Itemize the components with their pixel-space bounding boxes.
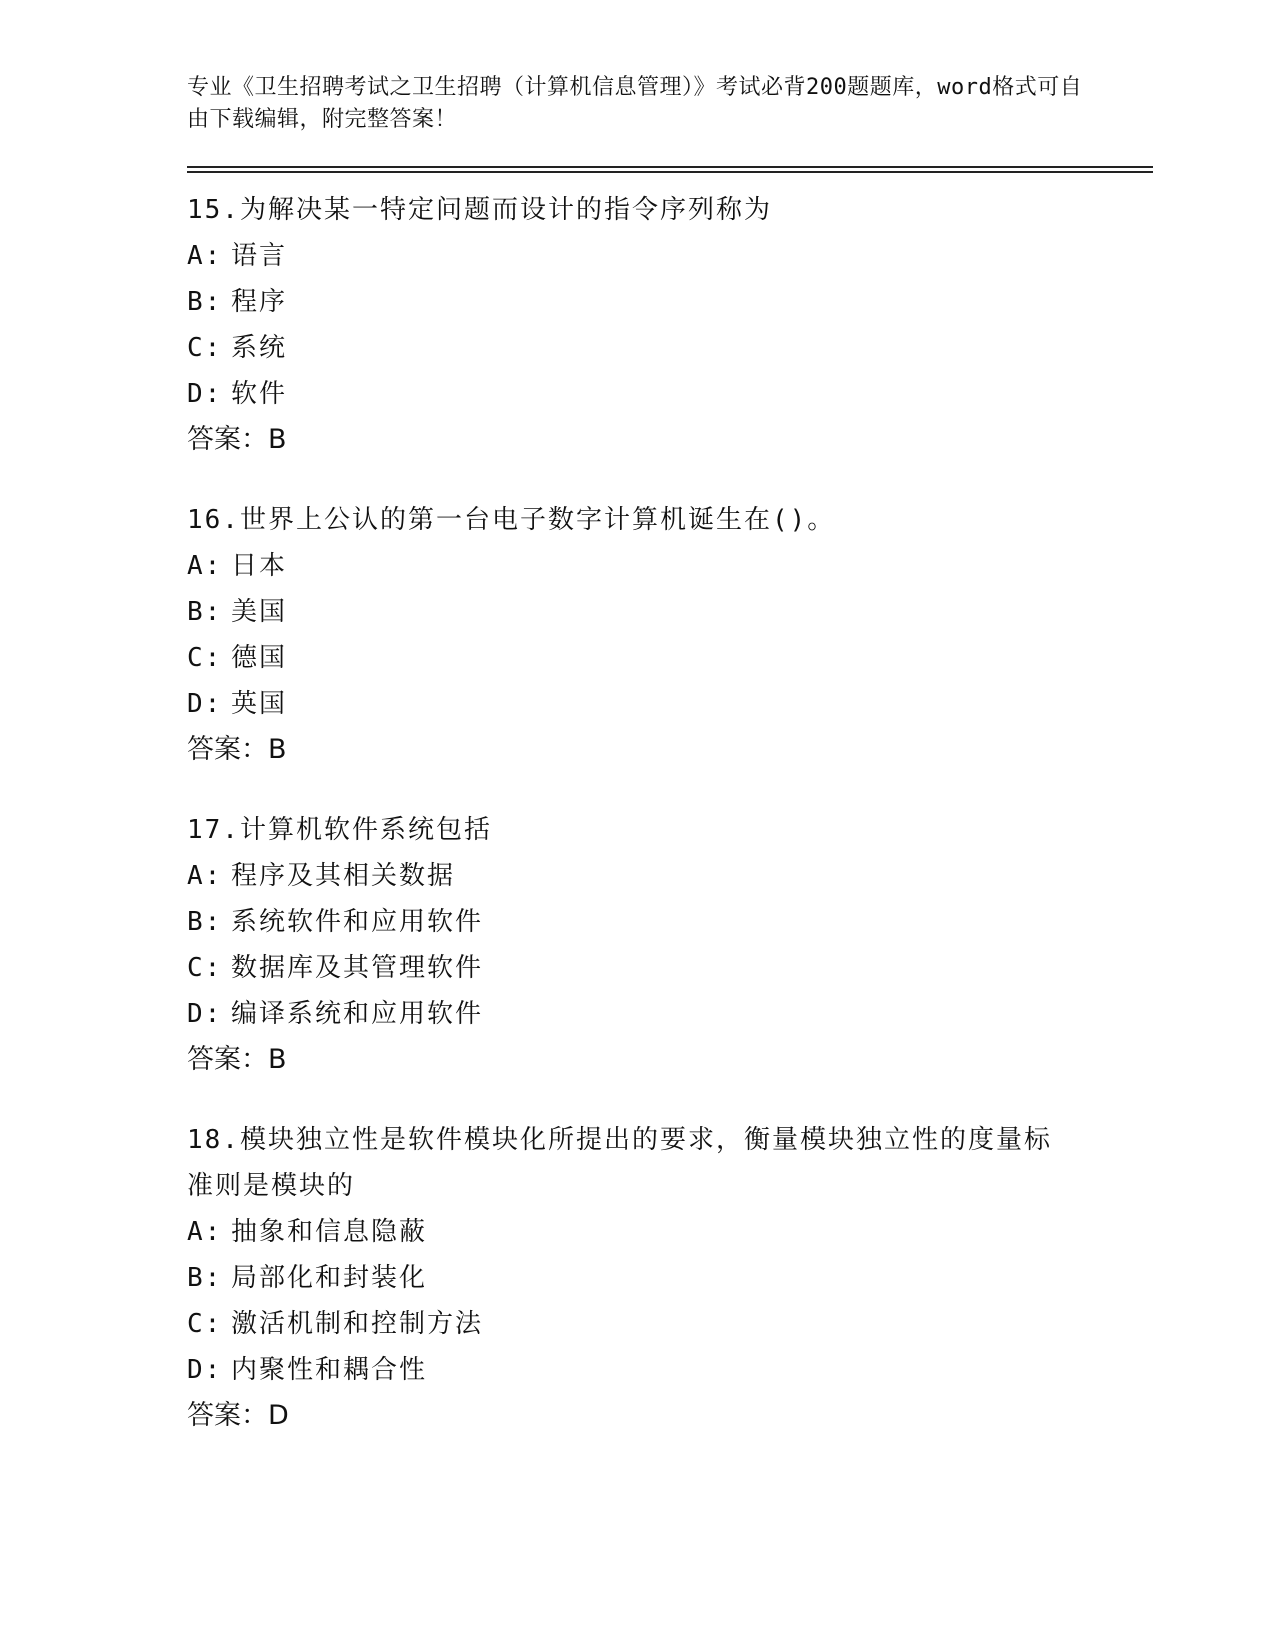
question-stem: 15.为解决某一特定问题而设计的指令序列称为 xyxy=(187,195,772,225)
option-letter: D: xyxy=(187,999,223,1029)
answer-prefix: 答案： xyxy=(187,1400,268,1431)
answer-line xyxy=(187,727,1153,773)
option-b xyxy=(187,279,1153,325)
divider-line-bottom xyxy=(187,171,1153,173)
option-d xyxy=(187,1347,1153,1393)
option-letter: B: xyxy=(187,907,223,937)
question-item xyxy=(187,187,1153,463)
option-c xyxy=(187,1301,1153,1347)
option-letter: D: xyxy=(187,379,223,409)
option-text: 语言 xyxy=(231,241,288,271)
option-letter: D: xyxy=(187,689,223,719)
option-letter: B: xyxy=(187,1263,223,1293)
option-text: 内聚性和耦合性 xyxy=(231,1355,428,1385)
option-d xyxy=(187,991,1153,1037)
answer-value: B xyxy=(268,734,287,765)
answer-line xyxy=(187,417,1153,463)
document-header: 专业《卫生招聘考试之卫生招聘（计算机信息管理）》考试必背200题题库，word格式可自由下载编辑，附完整答案！ xyxy=(187,75,1083,132)
option-b xyxy=(187,589,1153,635)
option-text: 德国 xyxy=(231,643,288,673)
option-letter: A: xyxy=(187,241,223,271)
answer-prefix: 答案： xyxy=(187,424,268,455)
option-a xyxy=(187,543,1153,589)
question-item xyxy=(187,807,1153,1083)
option-letter: D: xyxy=(187,1355,223,1385)
option-text: 程序 xyxy=(231,287,288,317)
question-stem: 17.计算机软件系统包括 xyxy=(187,815,492,845)
option-text: 激活机制和控制方法 xyxy=(231,1309,484,1339)
question-item xyxy=(187,1117,1153,1439)
option-letter: A: xyxy=(187,1217,223,1247)
answer-value: B xyxy=(268,424,287,455)
option-letter: A: xyxy=(187,551,223,581)
option-d xyxy=(187,371,1153,417)
option-b xyxy=(187,1255,1153,1301)
answer-line xyxy=(187,1393,1153,1439)
question-item xyxy=(187,497,1153,773)
option-letter: C: xyxy=(187,1309,223,1339)
header-divider xyxy=(187,166,1153,173)
answer-value: B xyxy=(268,1044,287,1075)
option-text: 系统软件和应用软件 xyxy=(231,907,484,937)
option-text: 日本 xyxy=(231,551,288,581)
option-letter: C: xyxy=(187,643,223,673)
option-letter: B: xyxy=(187,287,223,317)
option-d xyxy=(187,681,1153,727)
answer-prefix: 答案： xyxy=(187,734,268,765)
option-text: 系统 xyxy=(231,333,288,363)
option-text: 软件 xyxy=(231,379,288,409)
option-letter: B: xyxy=(187,597,223,627)
document-page xyxy=(187,72,1153,1473)
option-text: 局部化和封装化 xyxy=(231,1263,428,1293)
option-text: 程序及其相关数据 xyxy=(231,861,456,891)
answer-value: D xyxy=(268,1400,289,1431)
answer-line xyxy=(187,1037,1153,1083)
option-a xyxy=(187,853,1153,899)
option-a xyxy=(187,1209,1153,1255)
option-text: 数据库及其管理软件 xyxy=(231,953,484,983)
answer-prefix: 答案： xyxy=(187,1044,268,1075)
option-text: 美国 xyxy=(231,597,288,627)
option-text: 编译系统和应用软件 xyxy=(231,999,484,1029)
option-b xyxy=(187,899,1153,945)
option-c xyxy=(187,945,1153,991)
option-letter: A: xyxy=(187,861,223,891)
option-text: 抽象和信息隐蔽 xyxy=(231,1217,428,1247)
question-stem: 18.模块独立性是软件模块化所提出的要求，衡量模块独立性的度量标准则是模块的 xyxy=(187,1125,1052,1201)
question-stem: 16.世界上公认的第一台电子数字计算机诞生在()。 xyxy=(187,505,836,535)
question-list xyxy=(187,187,1153,1439)
option-c xyxy=(187,635,1153,681)
option-letter: C: xyxy=(187,333,223,363)
option-a xyxy=(187,233,1153,279)
divider-line-top xyxy=(187,166,1153,168)
option-c xyxy=(187,325,1153,371)
option-text: 英国 xyxy=(231,689,288,719)
option-letter: C: xyxy=(187,953,223,983)
